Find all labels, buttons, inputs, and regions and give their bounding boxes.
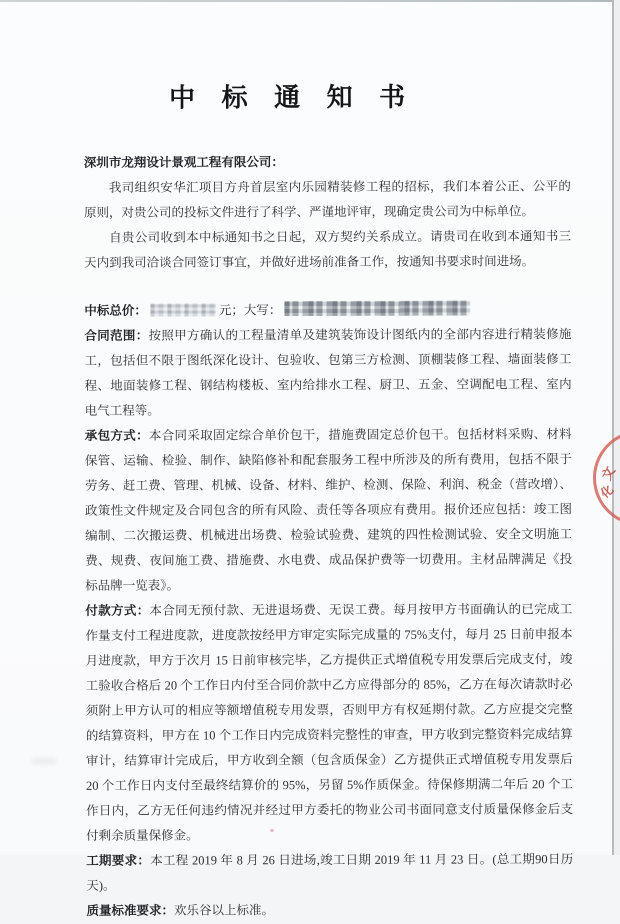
section-payment-terms (85, 597, 573, 849)
document-body (84, 79, 574, 924)
intro-paragraph-2: 自贵公司收到本中标通知书之日起，双方契约关系成立。请贵司在收到本通知书三天内到我司洽谈合同签订事宜，并做好进场前准备工作，按通知书要求时间进场。 (84, 229, 572, 270)
section-quality-standard (86, 897, 573, 924)
schedule-label: 工期要求： (86, 853, 151, 868)
bid-caps-label: 大写： (243, 303, 282, 318)
payment-terms-text: 本合同无预付款、无进退场费、无误工费。每月按甲方书面确认的已完成工作量支付工程进度款，进度款按经甲方审定实际完成量的 75%支付，每月 25 日前申报本月进度款，甲方于次月 15 日前审核完毕，乙方提供正式增值税专用发票后完成支付，竣工验收合格后 20 个工作日内付至合同价款中乙方应得部分的 85%，乙方在每次请款时必须附上甲方认可的相应等额增值税专用发票，否则甲方有权延期付款。乙方应提交完整的结算资料，甲方在 10 个工作日内完成资料完整性的审查，甲方收到完整资料完成结算审计，结算审计完成后，甲方收到全额（包含质保金）乙方提供正式增值税专用发票后 20 个工作日内支付至最终结算价的 95%，另留 5%作质保金。待保修期满二年后 20 个工作日内，乙方无任何违约情况并经过甲方委托的物业公司书面同意支付质量保修金后支付剩余质量保修金。 (85, 602, 574, 843)
contract-scope-text: 按照甲方确认的工程量清单及建筑装饰设计图纸内的全部内容进行精装修施工，包括但不限于图纸深化设计、包验收、包第三方检测、顶棚装修工程、墙面装修工程、地面装修工程、钢结构楼板、室内给排水工程、厨卫、五金、空调配电工程、室内电气工程等。 (84, 327, 572, 418)
pink-ink-speck (270, 829, 274, 832)
payment-terms-label: 付款方式： (85, 603, 150, 618)
recipient-line: 深圳市龙翔设计景观工程有限公司： (83, 155, 284, 170)
contract-scope-label: 合同范围： (84, 328, 149, 343)
quality-standard-label: 质量标准要求： (86, 903, 174, 918)
redacted-bid-amount (150, 303, 216, 316)
bid-unit-text: 元； (218, 303, 244, 318)
quality-standard-text: 欢乐谷以上标准。 (173, 903, 274, 918)
seal-character-2: 化 (597, 482, 617, 501)
contracting-mode-label: 承包方式： (84, 428, 149, 443)
bid-price-line (84, 297, 571, 324)
paper-edge-right (612, 0, 620, 855)
redacted-bid-amount-caps (284, 301, 470, 317)
page-title: 中 标 通 知 书 (169, 82, 416, 113)
bid-price-label: 中标总价： (84, 303, 147, 318)
seal-character-1: 文 (598, 463, 619, 483)
schedule-text: 本工程 2019 年 8 月 26 日进场,竣工日期 2019 年 11 月 23 日。(总工期90日历天)。 (86, 852, 574, 893)
section-contracting-mode (85, 422, 573, 599)
contracting-mode-text: 本合同采取固定综合单价包干，措施费固定总价包干。包括材料采购、材料保管、运输、检验、制作、缺陷修补和配套服务工程中所涉及的所有费用，包括不限于劳务、赶工费、管理、机械、设备、材料、维护、检测、保险、利润、税金（营改增）、政策性文件规定及合同包含的所有风险、责任等各项应有费用。报价还应包括：竣工图编制、二次搬运费、机械进出场费、检验试验费、建筑的四性检测试验、安全文明施工费、规费、夜间施工费、措施费、水电费、成品保护费等一切费用。主材品牌满足《投标品牌一览表》。 (84, 427, 573, 593)
scan-smudge (30, 757, 58, 765)
paper-edge-top (0, 0, 620, 2)
section-contract-scope (84, 322, 571, 424)
intro-paragraph-1: 我司组织安华汇项目方舟首层室内乐园精装修工程的招标，我们本着公正、公平的原则，对贵公司的投标文件进行了科学、严谨地评审，现确定贵公司为中标单位。 (83, 179, 571, 220)
